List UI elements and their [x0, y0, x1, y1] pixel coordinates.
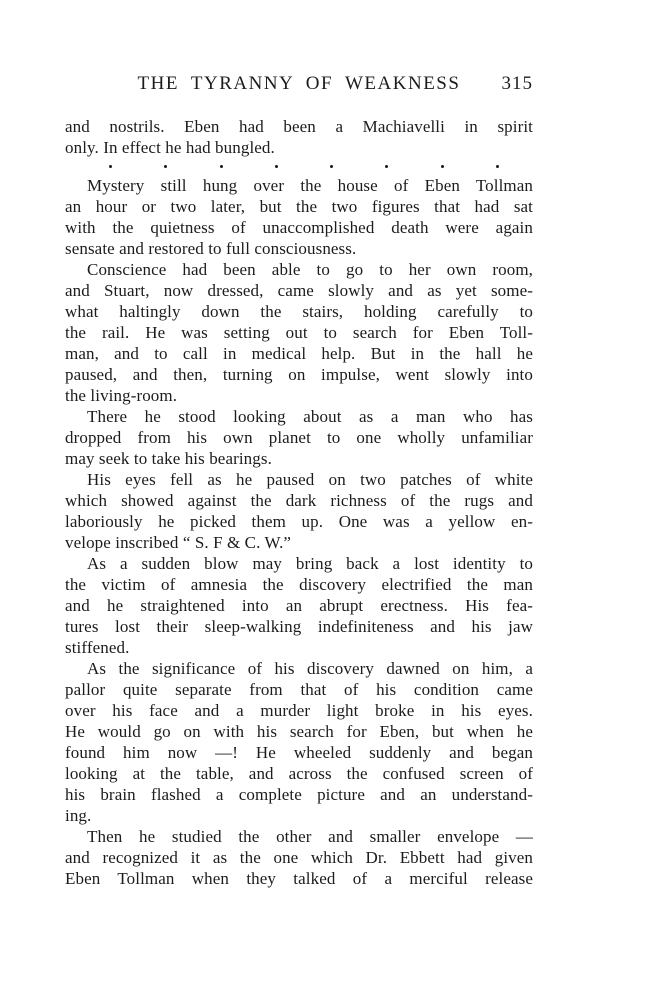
text-line: sensate and restored to full consciousness.	[65, 239, 357, 258]
text-line: His eyes fell as he paused on two patches of white	[87, 470, 533, 489]
text-line: pallor quite separate from that of his condition came	[65, 680, 533, 699]
text-block	[65, 72, 533, 889]
text-line: may seek to take his bearings.	[65, 449, 272, 468]
running-title: THE TYRANNY OF WEAKNESS	[137, 73, 461, 94]
text-line: only. In effect he had bungled.	[65, 138, 275, 157]
paragraph	[65, 175, 533, 259]
separator-dot	[330, 165, 333, 168]
text-line: what haltingly down the stairs, holding carefully to	[65, 302, 533, 321]
text-line: tures lost their sleep-walking indefiniteness and his jaw	[65, 617, 533, 636]
text-line: found him now —! He wheeled suddenly and began	[65, 743, 533, 762]
text-line: and he straightened into an abrupt erectness. His fea-	[65, 596, 533, 615]
text-line: Conscience had been able to go to her own room,	[87, 260, 533, 279]
text-line: over his face and a murder light broke in his eyes.	[65, 701, 533, 720]
paragraph	[65, 406, 533, 469]
text-line: He would go on with his search for Eben, but when he	[65, 722, 533, 741]
page-header	[65, 72, 533, 96]
paragraph	[65, 469, 533, 553]
text-line: As the significance of his discovery dawned on him, a	[87, 659, 533, 678]
text-line: his brain flashed a complete picture and an understand-	[65, 785, 533, 804]
text-line: the victim of amnesia the discovery electrified the man	[65, 575, 533, 594]
text-line: Mystery still hung over the house of Eben Tollman	[87, 176, 533, 195]
text-line: As a sudden blow may bring back a lost identity to	[87, 554, 533, 573]
separator-dot	[385, 165, 388, 168]
separator-dot	[164, 165, 167, 168]
text-line: Eben Tollman when they talked of a merciful release	[65, 869, 533, 888]
text-line: There he stood looking about as a man who has	[87, 407, 533, 426]
separator-dot	[220, 165, 223, 168]
paragraph	[65, 259, 533, 406]
text-line: with the quietness of unaccomplished death were again	[65, 218, 533, 237]
paragraph	[65, 116, 533, 158]
separator-dot	[496, 165, 499, 168]
text-line: and Stuart, now dressed, came slowly and as yet some-	[65, 281, 533, 300]
text-line: and recognized it as the one which Dr. Ebbett had given	[65, 848, 533, 867]
text-line: velope inscribed “ S. F & C. W.”	[65, 533, 292, 552]
text-line: stiffened.	[65, 638, 130, 657]
text-line: ing.	[65, 806, 92, 825]
paragraph	[65, 658, 533, 826]
text-line: man, and to call in medical help. But in the hall he	[65, 344, 533, 363]
text-line: and nostrils. Eben had been a Machiavelli in spirit	[65, 117, 533, 136]
text-line: laboriously he picked them up. One was a yellow en-	[65, 512, 533, 531]
body-text	[65, 116, 533, 889]
text-line: Then he studied the other and smaller envelope —	[87, 827, 533, 846]
text-line: the living-room.	[65, 386, 178, 405]
paragraph	[65, 553, 533, 658]
paragraph	[65, 826, 533, 889]
text-line: dropped from his own planet to one wholly unfamiliar	[65, 428, 533, 447]
page-number: 315	[501, 73, 533, 94]
separator-dot	[275, 165, 278, 168]
text-line: looking at the table, and across the confused screen of	[65, 764, 533, 783]
section-separator	[109, 159, 499, 174]
separator-dot	[109, 165, 112, 168]
text-line: which showed against the dark richness of the rugs and	[65, 491, 533, 510]
text-line: an hour or two later, but the two figures that had sat	[65, 197, 533, 216]
text-line: paused, and then, turning on impulse, went slowly into	[65, 365, 533, 384]
text-line: the rail. He was setting out to search for Eben Toll-	[65, 323, 533, 342]
separator-dot	[441, 165, 444, 168]
